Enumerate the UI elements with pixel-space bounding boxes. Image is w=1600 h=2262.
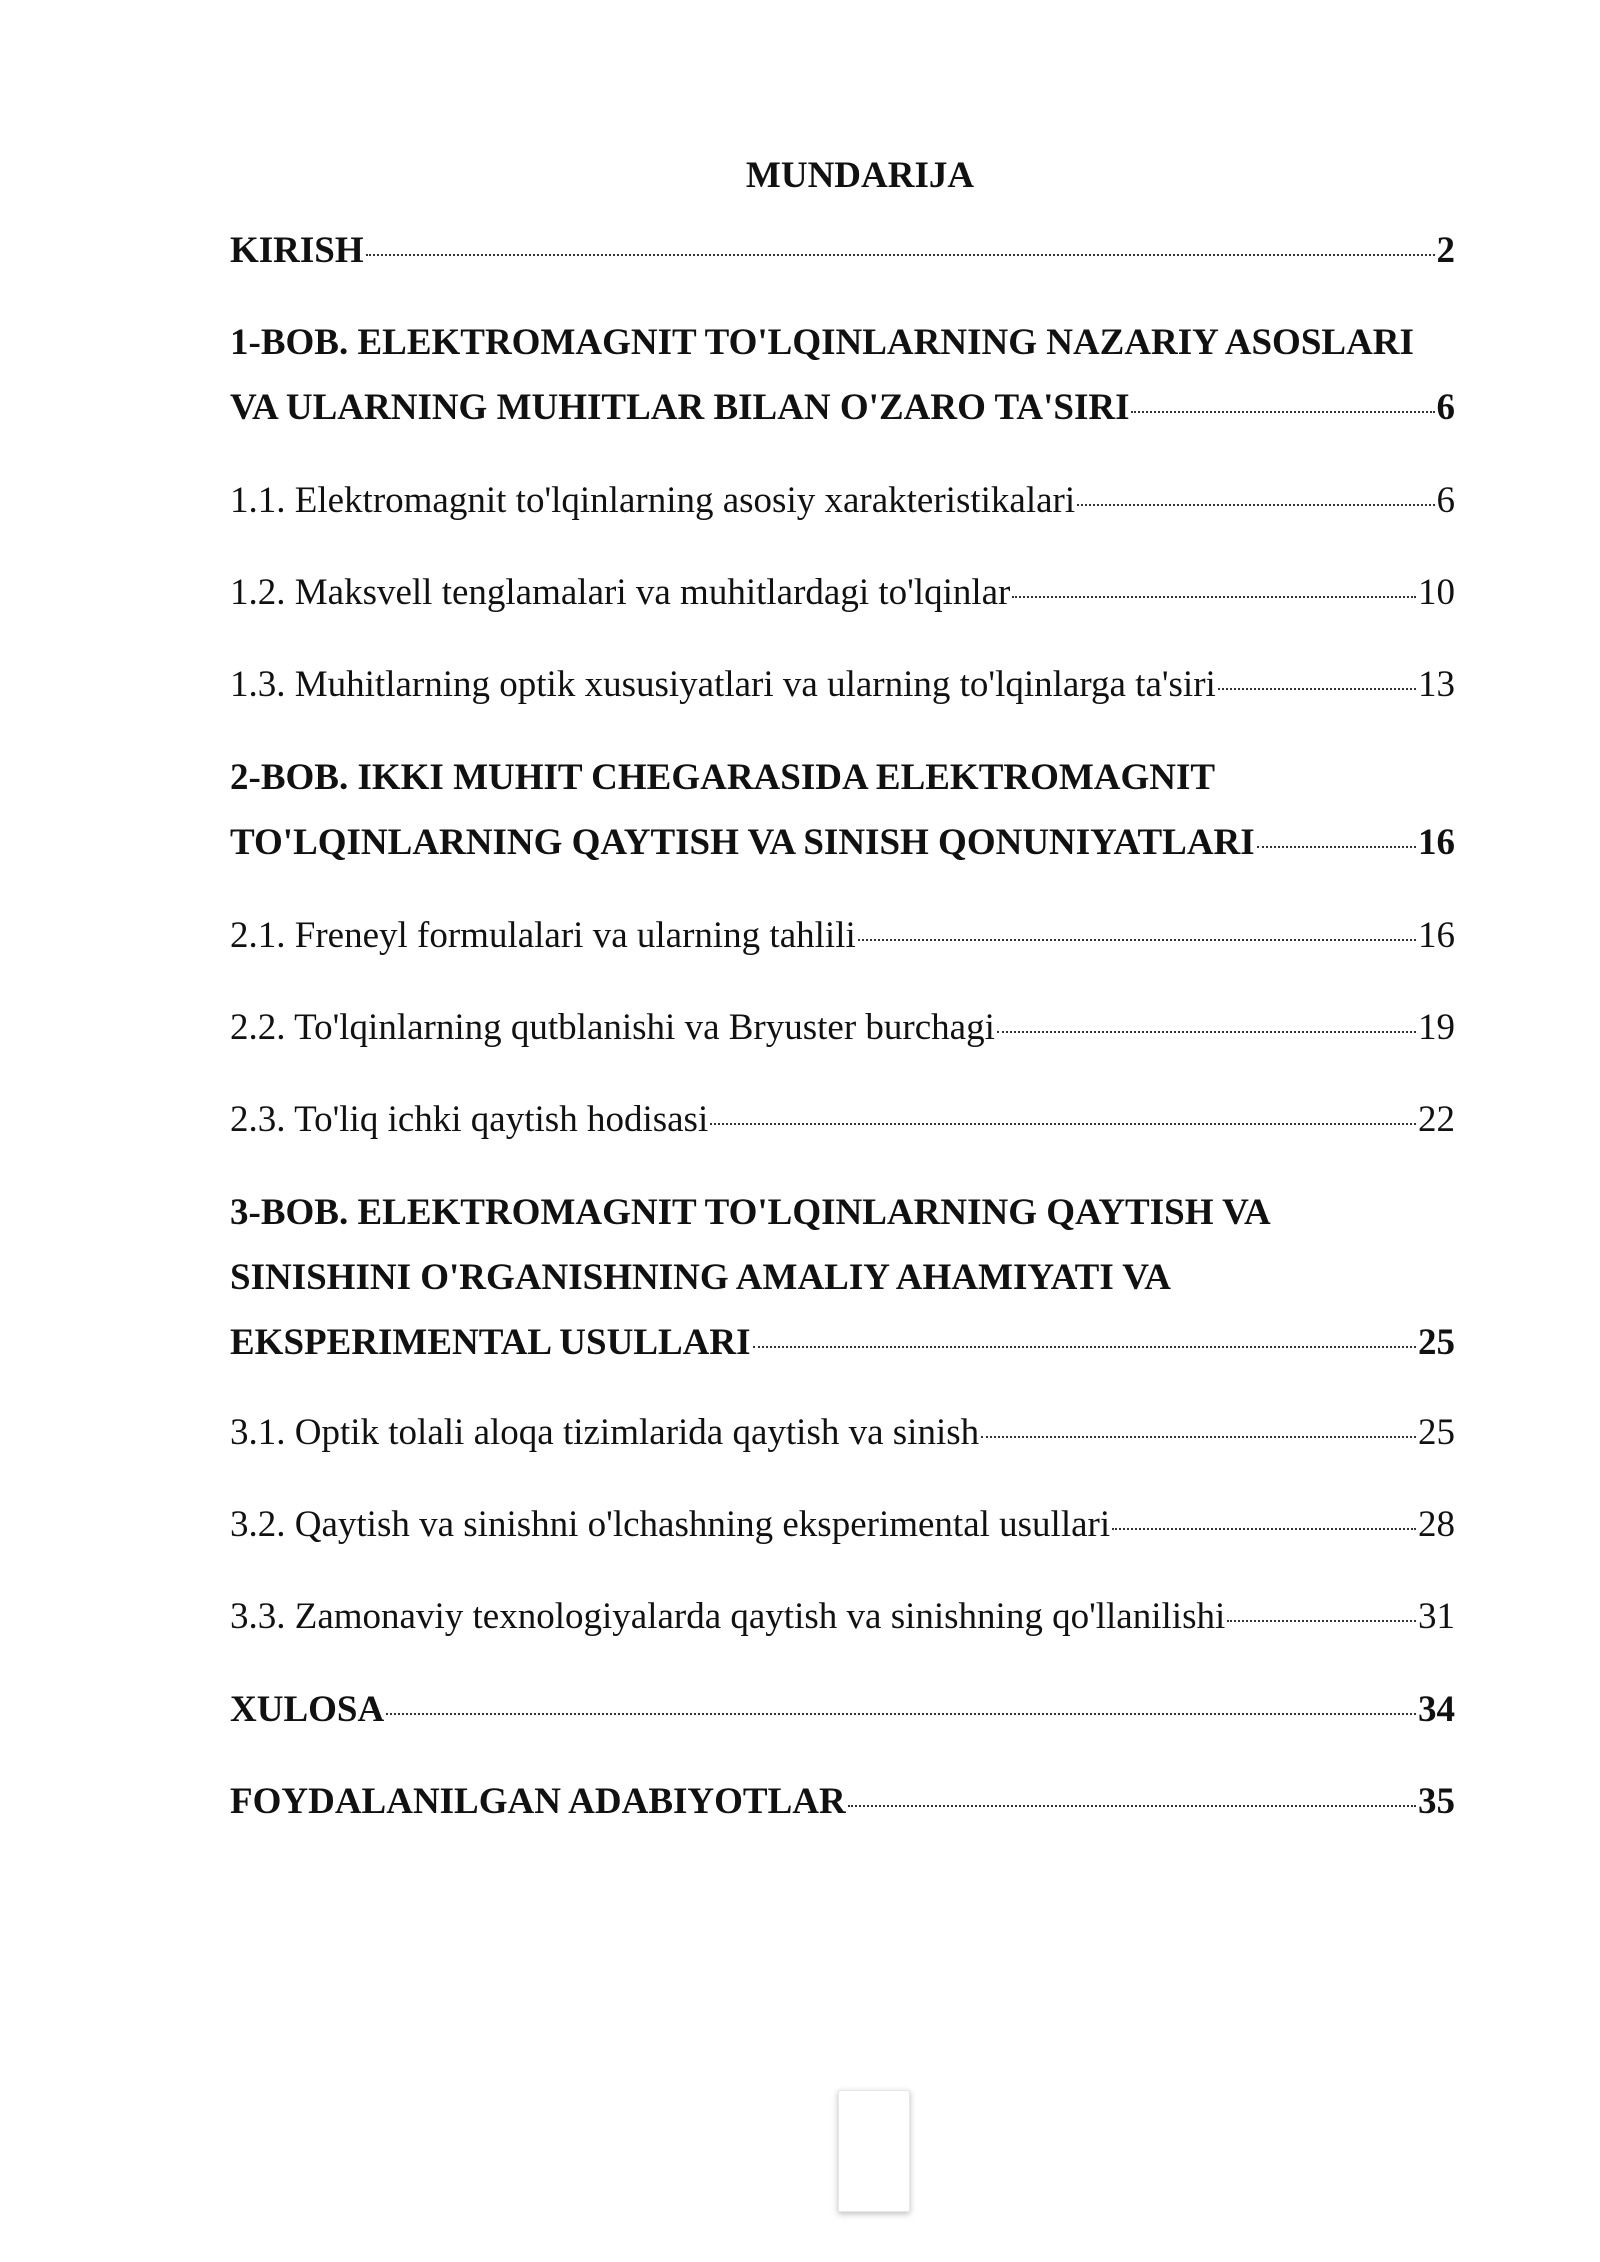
toc-entry-title-line: EKSPERIMENTAL USULLARI (230, 1322, 751, 1363)
toc-page-number: 34 (1418, 1689, 1455, 1730)
toc-entry[interactable] (230, 1087, 1455, 1152)
toc-page-number: 28 (1418, 1504, 1455, 1545)
toc-entry-title-line: 1-BOB. ELEKTROMAGNIT TO'LQINLARNING NAZARIY ASOSLARI (230, 322, 1414, 363)
dot-leader (1112, 1527, 1416, 1530)
toc-entry-title-line: 3.1. Optik tolali aloqa tizimlarida qaytish va sinish (230, 1412, 980, 1453)
dot-leader (386, 1712, 1416, 1715)
toc-entry-title-line: SINISHINI O'RGANISHNING AMALIY AHAMIYATI VA (230, 1257, 1171, 1298)
toc-page-number: 22 (1418, 1099, 1455, 1140)
dot-leader (858, 938, 1416, 941)
toc-page-number: 2 (1436, 230, 1455, 271)
toc-entry[interactable] (230, 1180, 1455, 1375)
toc-entry[interactable] (230, 468, 1455, 533)
toc-page-number: 6 (1436, 480, 1455, 521)
toc-page-number: 16 (1418, 822, 1455, 863)
dot-leader (710, 1122, 1416, 1125)
toc-page-number: 35 (1418, 1781, 1455, 1822)
dot-leader (753, 1345, 1416, 1348)
toc-entry[interactable] (230, 995, 1455, 1060)
page-number-box (838, 2090, 910, 2212)
toc-entry-title-line: 3-BOB. ELEKTROMAGNIT TO'LQINLARNING QAYTISH VA (230, 1192, 1271, 1233)
dot-leader (1012, 595, 1416, 598)
toc-entry-title-line: KIRISH (230, 230, 364, 271)
toc-page-number: 31 (1418, 1596, 1455, 1637)
dot-leader (997, 1030, 1416, 1033)
toc-entry-title-line: VA ULARNING MUHITLAR BILAN O'ZARO TA'SIRI (230, 387, 1130, 428)
toc-entry-title-line: 2.3. To'liq ichki qaytish hodisasi (230, 1099, 709, 1140)
toc-entry-title-line: 2.2. To'lqinlarning qutblanishi va Bryuster burchagi (230, 1007, 995, 1048)
dot-leader (981, 1435, 1416, 1438)
table-of-contents (230, 0, 1455, 2262)
dot-leader (848, 1804, 1416, 1807)
toc-entry[interactable] (230, 652, 1455, 717)
toc-entry[interactable] (230, 560, 1455, 625)
dot-leader (1227, 1619, 1416, 1622)
toc-entry[interactable] (230, 1769, 1455, 1834)
toc-entry[interactable] (230, 1400, 1455, 1465)
toc-entry-title-line: 1.2. Maksvell tenglamalari va muhitlardagi to'lqinlar (230, 572, 1011, 613)
toc-entry[interactable] (230, 903, 1455, 968)
toc-entry-title-line: 1.1. Elektromagnit to'lqinlarning asosiy xarakteristikalari (230, 480, 1076, 521)
toc-page-number: 6 (1436, 387, 1455, 428)
toc-entry-title-line: TO'LQINLARNING QAYTISH VA SINISH QONUNIYATLARI (230, 822, 1255, 863)
toc-entry-title-line: 3.3. Zamonaviy texnologiyalarda qaytish va sinishning qo'llanilishi (230, 1596, 1226, 1637)
toc-entry-title-line: 2.1. Freneyl formulalari va ularning tahlili (230, 915, 856, 956)
dot-leader (1218, 687, 1416, 690)
toc-entry-title-line: 3.2. Qaytish va sinishni o'lchashning eksperimental usullari (230, 1504, 1111, 1545)
toc-entry[interactable] (230, 1584, 1455, 1649)
dot-leader (1257, 845, 1416, 848)
toc-page-number: 19 (1418, 1007, 1455, 1048)
toc-entry[interactable] (230, 310, 1455, 440)
toc-entry-title-line: XULOSA (230, 1689, 385, 1730)
toc-page-number: 10 (1418, 572, 1455, 613)
toc-entry[interactable] (230, 218, 1455, 283)
toc-page-number: 13 (1418, 664, 1455, 705)
dot-leader (366, 253, 1435, 256)
toc-entry[interactable] (230, 1492, 1455, 1557)
toc-entry-title-line: FOYDALANILGAN ADABIYOTLAR (230, 1781, 846, 1822)
toc-entry[interactable] (230, 745, 1455, 875)
toc-page-number: 25 (1418, 1322, 1455, 1363)
toc-page-number: 16 (1418, 915, 1455, 956)
toc-entry-title-line: 1.3. Muhitlarning optik xususiyatlari va ularning to'lqinlarga ta'siri (230, 664, 1216, 705)
dot-leader (1077, 503, 1434, 506)
dot-leader (1131, 410, 1434, 413)
toc-entry[interactable] (230, 1677, 1455, 1742)
page-title: MUNDARIJA (745, 155, 975, 196)
toc-page-number: 25 (1418, 1412, 1455, 1453)
toc-entry-title-line: 2-BOB. IKKI MUHIT CHEGARASIDA ELEKTROMAGNIT (230, 757, 1216, 798)
